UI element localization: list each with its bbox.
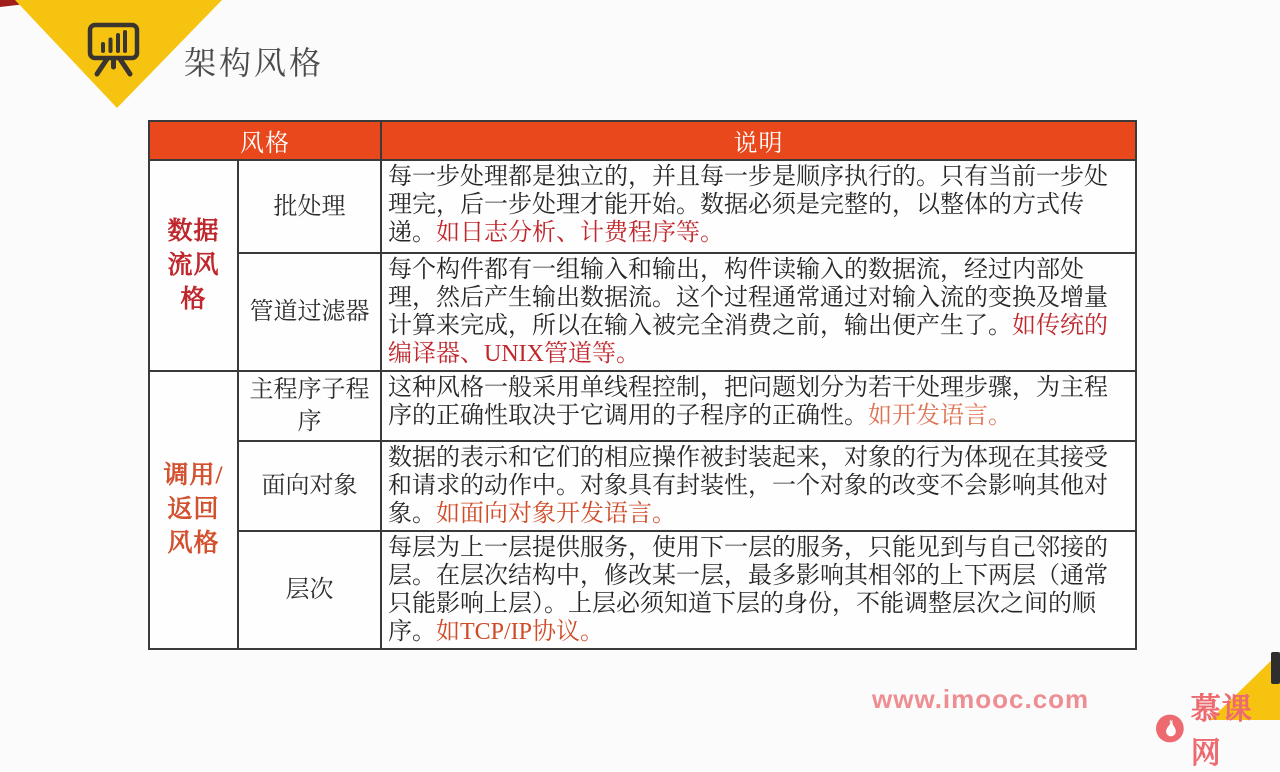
example-text: 如开发语言。 [868, 403, 1012, 429]
brand-logo [1155, 684, 1280, 772]
style-name-cell: 主程序子程序 [238, 371, 381, 441]
group-cell: 调用/ 返回 风格 [149, 371, 238, 649]
watermark-url: www.imooc.com [872, 684, 1090, 714]
table-row [149, 160, 1136, 253]
example-text: 如面向对象开发语言。 [436, 501, 676, 527]
description-text: 这种风格一般采用单线程控制，把问题划分为若干处理步骤，为主程序的正确性取决于它调用的子程序的正确性。 [388, 375, 1108, 429]
table-row [149, 253, 1136, 371]
description-text: 每层为上一层提供服务，使用下一层的服务，只能见到与自己邻接的层。在层次结构中，修改某一层，最多影响其相邻的上下两层（通常只能影响上层）。上层必须知道下层的身份，不能调整层次之间的顺序。 [388, 535, 1108, 645]
architecture-styles-table [148, 120, 1137, 650]
style-name-cell: 管道过滤器 [238, 253, 381, 371]
description-text: 每个构件都有一组输入和输出，构件读输入的数据流，经过内部处理，然后产生输出数据流。这个过程通常通过对输入流的变换及增量计算来完成，所以在输入被完全消费之前，输出便产生了。 [388, 257, 1108, 339]
example-text: 如传统的编译器、UNIX管道等。 [388, 313, 1108, 367]
col-header-style: 风格 [149, 121, 381, 160]
group-cell: 数据 流风 格 [149, 160, 238, 371]
style-name-cell: 层次 [238, 531, 381, 649]
presentation-board-icon [86, 20, 142, 78]
description-cell [381, 441, 1136, 531]
col-header-description: 说明 [381, 121, 1136, 160]
description-cell [381, 253, 1136, 371]
description-cell [381, 160, 1136, 253]
example-text: 如日志分析、计费程序等。 [436, 220, 724, 246]
description-text: 数据的表示和它们的相应操作被封装起来，对象的行为体现在其接受和请求的动作中。对象具有封装性，一个对象的改变不会影响其他对象。 [388, 445, 1108, 527]
description-text: 每一步处理都是独立的，并且每一步是顺序执行的。只有当前一步处理完，后一步处理才能开始。数据必须是完整的，以整体的方式传递。 [388, 164, 1108, 246]
style-name-cell: 面向对象 [238, 441, 381, 531]
flame-icon [1155, 713, 1185, 744]
description-cell [381, 531, 1136, 649]
table-row [149, 441, 1136, 531]
style-name-cell: 批处理 [238, 160, 381, 253]
brand-name: 慕课网 [1190, 693, 1253, 770]
description-cell [381, 371, 1136, 441]
table-header-row [149, 121, 1136, 160]
table-row [149, 531, 1136, 649]
marker-bar [1271, 652, 1280, 684]
table-row [149, 371, 1136, 441]
example-text: 如TCP/IP协议。 [436, 619, 605, 645]
page-title: 架构风格 [184, 45, 325, 81]
